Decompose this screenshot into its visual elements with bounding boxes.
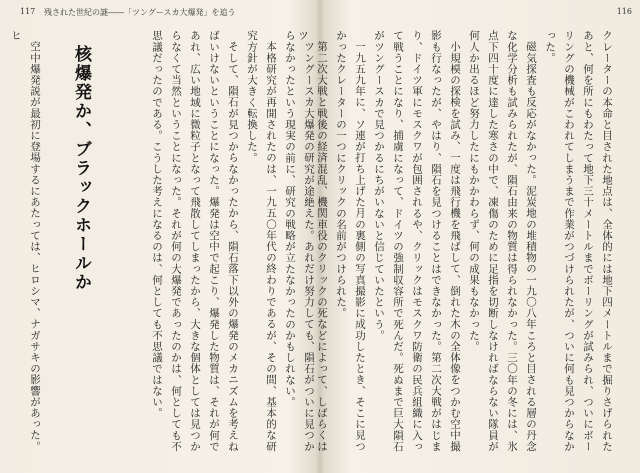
right-page-number: 116 [616,7,632,16]
section-intro-text [4,30,44,455]
left-paragraph-1: ツングースカ大爆発の研究が途絶えた。あれだけ努力しても、隕石がついに見つからなかったという現実の前に、研究の戦略が立たなかったのかもしれない。 [284,30,315,452]
right-paragraph-5: 第二次大戦と戦後の経済混乱、機関車役のクリックの死などによって、しばらくはツ [297,30,328,452]
running-title: 残された世紀の謎――「ツングースカ大爆発」を追う [44,8,236,17]
left-page [0,0,318,473]
left-paragraph-3: そして、隕石が見つからなかったから、隕石落下以外の爆発のメカニズムを考えねばいけないということになった。爆発は空中で起こり、爆発した物質は、それが何であれ、広い地域に微粒子となって飛散してしまったから、大きな個体としては見つからなくて当然ということになった。それが何の大爆発であったのかは、何としても不思議だったのである。こうした考えになるのは、何としても不思議ではない。 [151,30,239,452]
right-paragraph-3: 小規模の探検を試み、一度は飛行機を飛ばして、倒れた木の全体像をつかむ空中撮影も行なったが、やはり、隕石を見つけることはできなかった。第二次大戦がはじまり、ドイツ軍にモスクワが包囲されるや、クリックはモスクワ防衛の民兵組織に入って戦うことになり、捕虜になって、ドイツの強制収容所で死んだ。死ぬまで巨大隕石がツングースカで見つかるにちがいないと信じていたという。 [373,30,461,452]
right-paragraph-1: クレーターの本命と目された地点は、全体的には地下四メートルまで掘りさげられたあと、何を所にもわたって地下三十メートルまでボーリングが試みられ、ついにボーリングの機械がこわれてしまうまで作業がつづけられたが、ついに何も見つからなかった。 [544,30,613,452]
right-paragraph-4: 一九五九年に、ソ連が打ち上げた月の裏側の写真撮影に成功したとき、そこに見つかったクレーターの一つにクリックの名前がつけられた。 [335,30,366,452]
right-paragraph-2: 磁気探査も反応がなかった。泥炭地の堆積物の一九〇八年ころと目される層の丹念な化学分析も試みられたが、隕石由来の物質は得られなかった。三〇年の冬には、氷点下四十度に達した寒さの中で、凍傷のために足指を切断しなければならない隊員が何人か出るほど努力したにもかかわらず、何の成果もなかった。 [468,30,537,452]
section-intro-paragraph: 空中爆発説が最初に登場するにあたっては、ヒロシマ、ナガサキの影響があった。ヒ [10,30,41,452]
left-main-text [96,30,318,455]
left-paragraph-2: 本格研究が再開されたのは、一九五〇年代の終わりであるが、その間、基本的な研究方針が大きく転換した。 [246,30,277,452]
left-page-number: 117 [20,7,36,16]
section-heading: 核爆発か、ブラックホールか [71,45,91,292]
